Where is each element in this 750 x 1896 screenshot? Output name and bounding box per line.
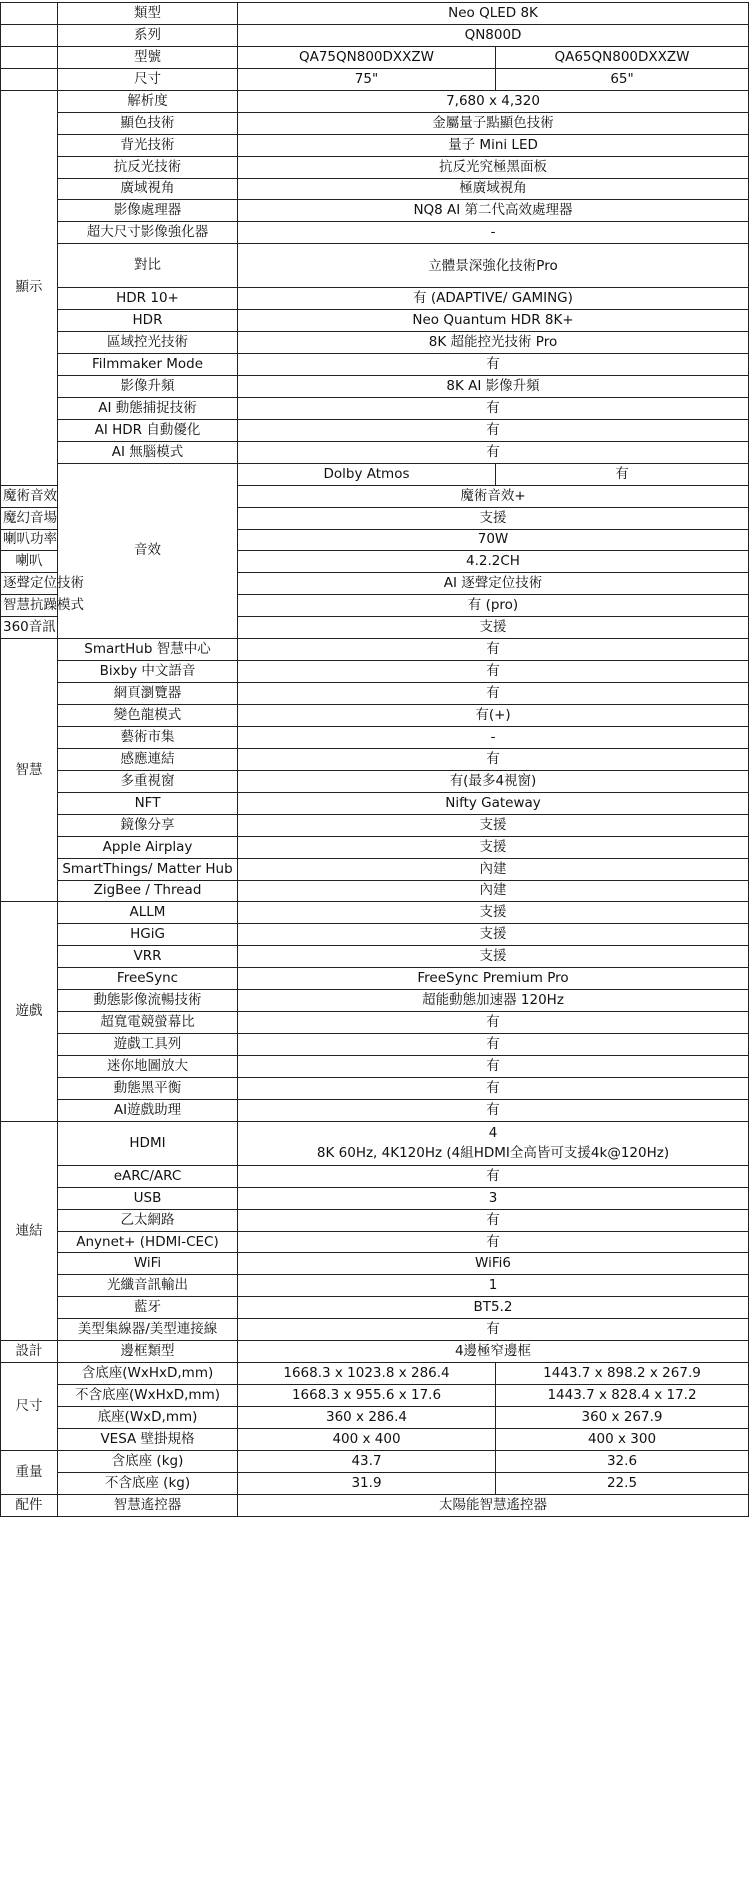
spec-label: 感應連結 <box>58 748 238 770</box>
spec-label: 光纖音訊輸出 <box>58 1275 238 1297</box>
spec-value: 有 <box>238 639 749 661</box>
spec-label: 乙太網路 <box>58 1209 238 1231</box>
table-row <box>1 24 749 46</box>
spec-value: 有 <box>238 1034 749 1056</box>
spec-value: 有 <box>238 1319 749 1341</box>
table-row <box>1 244 749 288</box>
table-row <box>1 661 749 683</box>
spec-value: 支援 <box>238 836 749 858</box>
spec-label: 對比 <box>58 244 238 288</box>
spec-label: AI HDR 自動優化 <box>58 419 238 441</box>
spec-label: Apple Airplay <box>58 836 238 858</box>
spec-value: BT5.2 <box>238 1297 749 1319</box>
spec-label: HDR 10+ <box>58 288 238 310</box>
spec-label: 智慧抗躁模式 <box>1 595 58 617</box>
spec-value: 金屬量子點顯色技術 <box>238 112 749 134</box>
spec-value: 4 8K 60Hz, 4K120Hz (4組HDMI全高皆可支援4k@120Hz) <box>238 1121 749 1165</box>
spec-value-65: 1443.7 x 898.2 x 267.9 <box>496 1363 749 1385</box>
table-row <box>1 200 749 222</box>
table-row <box>1 178 749 200</box>
spec-value: AI 逐聲定位技術 <box>238 573 749 595</box>
spec-value: Neo Quantum HDR 8K+ <box>238 310 749 332</box>
spec-value-65: 400 x 300 <box>496 1428 749 1450</box>
spec-label: 底座(WxD,mm) <box>58 1407 238 1429</box>
spec-value: FreeSync Premium Pro <box>238 968 749 990</box>
spec-label: 影像升頻 <box>58 375 238 397</box>
spec-label: 藝術市集 <box>58 726 238 748</box>
table-row <box>1 1297 749 1319</box>
spec-value-65: 32.6 <box>496 1450 749 1472</box>
spec-label: 不含底座 (kg) <box>58 1472 238 1494</box>
spec-value: 有 <box>238 1077 749 1099</box>
spec-value: 3 <box>238 1187 749 1209</box>
table-row <box>1 68 749 90</box>
spec-label: 區域控光技術 <box>58 332 238 354</box>
spec-label: WiFi <box>58 1253 238 1275</box>
spec-value: 有 <box>238 441 749 463</box>
spec-value: 有 <box>238 397 749 419</box>
spec-value: 有 <box>238 1056 749 1078</box>
spec-label: 喇叭 <box>1 551 58 573</box>
category-cell: 音效 <box>58 463 238 639</box>
spec-label: Dolby Atmos <box>238 463 496 485</box>
spec-label: 尺寸 <box>58 68 238 90</box>
spec-label: 智慧遙控器 <box>58 1494 238 1516</box>
category-cell-empty <box>1 68 58 90</box>
table-row <box>1 332 749 354</box>
spec-label: 系列 <box>58 24 238 46</box>
spec-label: 超大尺寸影像強化器 <box>58 222 238 244</box>
spec-label: HDMI <box>58 1121 238 1165</box>
table-row <box>1 1209 749 1231</box>
spec-label: 背光技術 <box>58 134 238 156</box>
table-row <box>1 222 749 244</box>
spec-label: 含底座(WxHxD,mm) <box>58 1363 238 1385</box>
spec-value: 有(最多4視窗) <box>238 770 749 792</box>
spec-value: 支援 <box>238 946 749 968</box>
spec-label: 顯色技術 <box>58 112 238 134</box>
category-cell-empty <box>1 3 58 25</box>
spec-label: 迷你地圖放大 <box>58 1056 238 1078</box>
spec-label: 動態影像流暢技術 <box>58 990 238 1012</box>
spec-value: 超能動態加速器 120Hz <box>238 990 749 1012</box>
spec-label: 廣域視角 <box>58 178 238 200</box>
spec-value: WiFi6 <box>238 1253 749 1275</box>
table-row <box>1 880 749 902</box>
table-row <box>1 1494 749 1516</box>
table-row <box>1 1253 749 1275</box>
spec-label: 喇叭功率 <box>1 529 58 551</box>
table-row <box>1 705 749 727</box>
table-row <box>1 770 749 792</box>
spec-label: 逐聲定位技術 <box>1 573 58 595</box>
table-row <box>1 1363 749 1385</box>
spec-value: 有 <box>238 1012 749 1034</box>
spec-label: 抗反光技術 <box>58 156 238 178</box>
table-row <box>1 726 749 748</box>
spec-label: 網頁瀏覽器 <box>58 683 238 705</box>
spec-label: HGiG <box>58 924 238 946</box>
table-row <box>1 375 749 397</box>
spec-value-65: 65" <box>496 68 749 90</box>
table-row <box>1 1472 749 1494</box>
table-row <box>1 1012 749 1034</box>
spec-value-75: 31.9 <box>238 1472 496 1494</box>
table-row <box>1 1121 749 1165</box>
spec-value: 支援 <box>238 617 749 639</box>
spec-value: 8K 超能控光技術 Pro <box>238 332 749 354</box>
spec-value-65: 22.5 <box>496 1472 749 1494</box>
table-row <box>1 990 749 1012</box>
table-row <box>1 1319 749 1341</box>
spec-label: 魔術音效 <box>1 485 58 507</box>
spec-value: 內建 <box>238 858 749 880</box>
table-row <box>1 354 749 376</box>
spec-value-75: 360 x 286.4 <box>238 1407 496 1429</box>
spec-table <box>0 2 749 1517</box>
table-row <box>1 397 749 419</box>
spec-label: 解析度 <box>58 90 238 112</box>
spec-value-75: 43.7 <box>238 1450 496 1472</box>
category-cell: 重量 <box>1 1450 58 1494</box>
spec-label: 遊戲工具列 <box>58 1034 238 1056</box>
spec-value-75: 1668.3 x 1023.8 x 286.4 <box>238 1363 496 1385</box>
spec-label: USB <box>58 1187 238 1209</box>
category-cell-empty <box>1 46 58 68</box>
spec-value: 有 <box>238 1165 749 1187</box>
table-row <box>1 1231 749 1253</box>
spec-value: - <box>238 222 749 244</box>
spec-value-65: QA65QN800DXXZW <box>496 46 749 68</box>
table-row <box>1 1077 749 1099</box>
spec-value: 支援 <box>238 924 749 946</box>
spec-value: 7,680 x 4,320 <box>238 90 749 112</box>
spec-label: 魔幻音場 <box>1 507 58 529</box>
spec-value: 魔術音效+ <box>238 485 749 507</box>
spec-value-75: QA75QN800DXXZW <box>238 46 496 68</box>
table-row <box>1 1428 749 1450</box>
spec-value: 有 <box>238 1231 749 1253</box>
category-cell: 配件 <box>1 1494 58 1516</box>
spec-value: 有 <box>238 419 749 441</box>
spec-label: 含底座 (kg) <box>58 1450 238 1472</box>
spec-value: NQ8 AI 第二代高效處理器 <box>238 200 749 222</box>
table-row <box>1 858 749 880</box>
table-row <box>1 1034 749 1056</box>
spec-value: 立體景深強化技術Pro <box>238 244 749 288</box>
spec-label: AI 動態捕捉技術 <box>58 397 238 419</box>
spec-label: NFT <box>58 792 238 814</box>
spec-value: Neo QLED 8K <box>238 3 749 25</box>
spec-label: 360音訊 <box>1 617 58 639</box>
spec-label: AI 無腦模式 <box>58 441 238 463</box>
spec-table-body <box>1 3 749 1517</box>
table-row <box>1 814 749 836</box>
spec-label: eARC/ARC <box>58 1165 238 1187</box>
table-row <box>1 683 749 705</box>
spec-label: 不含底座(WxHxD,mm) <box>58 1385 238 1407</box>
spec-value: 有 <box>238 748 749 770</box>
spec-value-75: 1668.3 x 955.6 x 17.6 <box>238 1385 496 1407</box>
spec-label: FreeSync <box>58 968 238 990</box>
spec-value: 有(+) <box>238 705 749 727</box>
category-cell: 顯示 <box>1 90 58 485</box>
category-cell: 尺寸 <box>1 1363 58 1451</box>
spec-label: HDR <box>58 310 238 332</box>
spec-label: Anynet+ (HDMI-CEC) <box>58 1231 238 1253</box>
table-row <box>1 1385 749 1407</box>
spec-value: 太陽能智慧遙控器 <box>238 1494 749 1516</box>
spec-value: 4.2.2CH <box>238 551 749 573</box>
category-cell-empty <box>1 24 58 46</box>
spec-value: 有 <box>238 661 749 683</box>
spec-value-65: 360 x 267.9 <box>496 1407 749 1429</box>
category-cell: 設計 <box>1 1341 58 1363</box>
spec-value: 4邊極窄邊框 <box>238 1341 749 1363</box>
table-row <box>1 1099 749 1121</box>
spec-value: 1 <box>238 1275 749 1297</box>
table-row <box>1 3 749 25</box>
table-row <box>1 924 749 946</box>
spec-label: 型號 <box>58 46 238 68</box>
spec-value: 70W <box>238 529 749 551</box>
spec-value: 有 (pro) <box>238 595 749 617</box>
spec-value-75: 400 x 400 <box>238 1428 496 1450</box>
table-row <box>1 112 749 134</box>
spec-label: 美型集線器/美型連接線 <box>58 1319 238 1341</box>
spec-value: 有 <box>238 354 749 376</box>
table-row <box>1 792 749 814</box>
table-row <box>1 1165 749 1187</box>
table-row <box>1 1056 749 1078</box>
table-row <box>1 90 749 112</box>
spec-value: 支援 <box>238 814 749 836</box>
table-row <box>1 310 749 332</box>
spec-value: 有 <box>238 683 749 705</box>
spec-value: 抗反光究極黑面板 <box>238 156 749 178</box>
spec-value: Nifty Gateway <box>238 792 749 814</box>
spec-label: 多重視窗 <box>58 770 238 792</box>
spec-label: VESA 壁掛規格 <box>58 1428 238 1450</box>
spec-value: 8K AI 影像升頻 <box>238 375 749 397</box>
table-row <box>1 288 749 310</box>
table-row <box>1 134 749 156</box>
spec-label: 超寬電競螢幕比 <box>58 1012 238 1034</box>
spec-label: 鏡像分享 <box>58 814 238 836</box>
table-row <box>1 1341 749 1363</box>
category-cell: 智慧 <box>1 639 58 902</box>
table-row <box>1 836 749 858</box>
spec-label: VRR <box>58 946 238 968</box>
spec-value: 支援 <box>238 902 749 924</box>
table-row <box>1 639 749 661</box>
spec-label: 動態黑平衡 <box>58 1077 238 1099</box>
table-row <box>1 419 749 441</box>
spec-value: 極廣域視角 <box>238 178 749 200</box>
spec-value: 有 (ADAPTIVE/ GAMING) <box>238 288 749 310</box>
table-row <box>1 463 749 485</box>
spec-value: 有 <box>238 1099 749 1121</box>
spec-value: 有 <box>238 1209 749 1231</box>
table-row <box>1 441 749 463</box>
spec-value-75: 75" <box>238 68 496 90</box>
table-row <box>1 902 749 924</box>
spec-label: 類型 <box>58 3 238 25</box>
table-row <box>1 156 749 178</box>
spec-label: 藍牙 <box>58 1297 238 1319</box>
table-row <box>1 1407 749 1429</box>
table-row <box>1 46 749 68</box>
spec-label: Bixby 中文語音 <box>58 661 238 683</box>
spec-label: AI遊戲助理 <box>58 1099 238 1121</box>
spec-label: ALLM <box>58 902 238 924</box>
spec-label: 影像處理器 <box>58 200 238 222</box>
category-cell: 遊戲 <box>1 902 58 1121</box>
table-row <box>1 1187 749 1209</box>
table-row <box>1 1275 749 1297</box>
spec-value: 有 <box>496 463 749 485</box>
spec-label: Filmmaker Mode <box>58 354 238 376</box>
spec-label: 邊框類型 <box>58 1341 238 1363</box>
spec-label: ZigBee / Thread <box>58 880 238 902</box>
table-row <box>1 946 749 968</box>
spec-value-65: 1443.7 x 828.4 x 17.2 <box>496 1385 749 1407</box>
spec-value: 量子 Mini LED <box>238 134 749 156</box>
category-cell: 連結 <box>1 1121 58 1340</box>
spec-value: QN800D <box>238 24 749 46</box>
table-row <box>1 968 749 990</box>
spec-label: SmartHub 智慧中心 <box>58 639 238 661</box>
spec-value: - <box>238 726 749 748</box>
spec-value: 支援 <box>238 507 749 529</box>
table-row <box>1 748 749 770</box>
spec-value: 內建 <box>238 880 749 902</box>
spec-label: SmartThings/ Matter Hub <box>58 858 238 880</box>
spec-label: 變色龍模式 <box>58 705 238 727</box>
table-row <box>1 1450 749 1472</box>
